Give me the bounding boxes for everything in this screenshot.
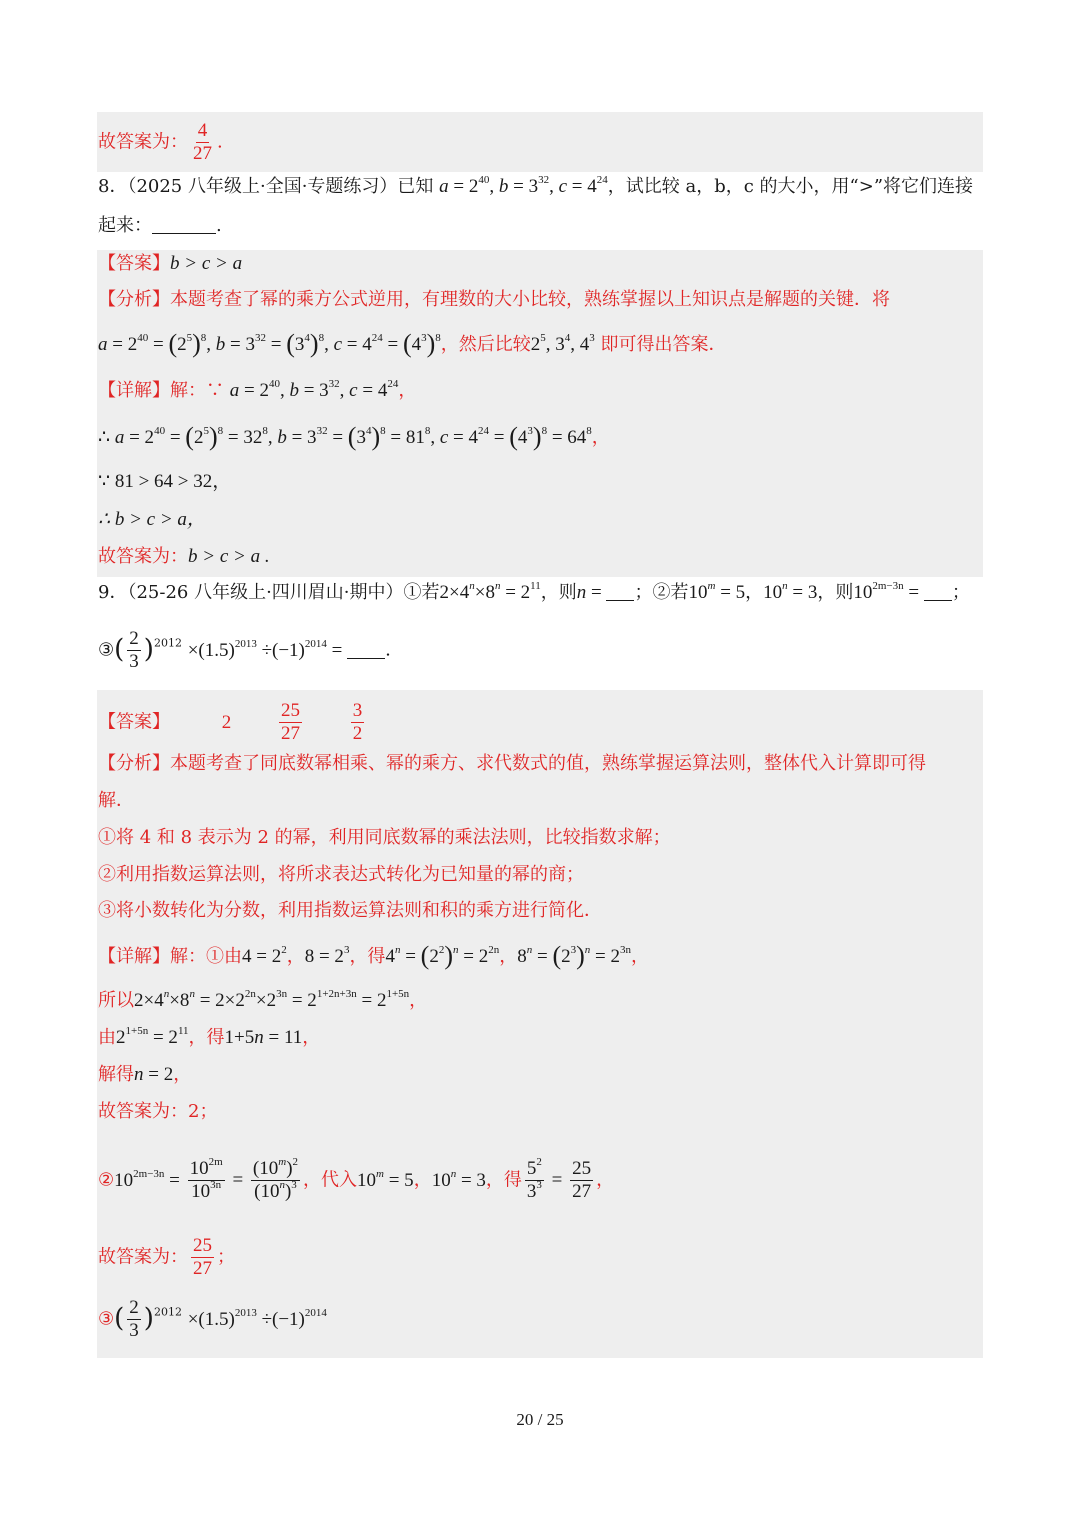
q8-question: 8．（2025 八年级上·全国·专题练习）已知 $a = 2^{40}$, $b = 3^{32}$, $c = 4^{24}$，试比较 a，b，c 的大小，用“>”将它们连接: [98, 174, 974, 197]
q8-question-line2: 起来： .: [98, 215, 222, 236]
q7-final-answer: 故答案为： $\frac{4}{27}$ .: [98, 120, 223, 164]
q9-analysis-step1: ①将 4 和 8 表示为 2 的幂，利用同底数幂的乘法法则，比较指数求解；: [98, 827, 671, 848]
q9-detail: 【详解】解：①由$4 = 2^2$，$8 = 2^3$，得$4^n = (2^2)^n = 2^{2n}$，$8^n = (2^3)^n = 2^{3n}$，: [98, 941, 649, 970]
q9-answer-2: 故答案为： $\frac{25}{27}$ ；: [98, 1235, 235, 1279]
page-number: 20 / 25: [516, 1410, 564, 1429]
q7-answer-block: [97, 112, 983, 172]
q9-detail-part2: $②10^{2m-3n}$ = $\frac{10^{2m}}{10^{3n}}$ = $\frac{(10^m)^2}{(10^n)^3}$ ，代入$10^m = 5$，$10^n = 3$，得 $\frac{5^2}{3^3}$ = $\frac{25}{27}$ ，: [98, 1156, 615, 1202]
q9-analysis-step2: ②利用指数运算法则，将所求表达式转化为已知量的幂的商；: [98, 864, 584, 885]
q8-answer: 【答案】b > c > a: [98, 253, 243, 274]
q8-final-answer: 故答案为：b > c > a .: [98, 546, 270, 567]
q9-answer-1: 故答案为：2；: [98, 1101, 218, 1122]
q9-answer: 【答案】 2 $\frac{25}{27}$ $\frac{3}{2}$: [98, 700, 363, 744]
q9-analysis-step3: ③将小数转化为分数，利用指数运算法则和积的乘方进行简化．: [98, 900, 602, 921]
q9-analysis-line2: 解．: [98, 790, 134, 811]
q8-analysis: 【分析】本题考查了幂的乘方公式逆用，有理数的大小比较，熟练掌握以上知识点是解题的关键．将: [98, 289, 890, 310]
q8-detail: 【详解】解：∵ $a = 2^{40}$, $b = 3^{32}$, $c = 4^{24}$，: [98, 378, 417, 401]
q8-detail-step4: ∴ b > c > a，: [98, 509, 206, 530]
q9-question: 9．（25-26 八年级上·四川眉山·期中）①若$2\times 4^n\times 8^n = 2^{11}$，则n = ；②若$10^m = 5$，$10^n = 3$，则$10^{2m-3n}$ = ；: [98, 580, 970, 603]
q8-detail-step3: ∵ 81 > 64 > 32，: [98, 471, 232, 492]
q8-analysis-line2: $a = 2^{40} = (2^5)^8$, $b = 3^{32} = (3^4)^8$, $c = 4^{24} = (4^3)^8$，然后比较$2^5$, $3^4$, $4^3$ 即可得出答案．: [98, 329, 727, 358]
q9-detail-step4: 解得n = 2，: [98, 1064, 192, 1085]
q9-question-part3: ③( $\frac{2}{3}$ )$^{2012} \times(1.5)^{2013} \div(-1)^{2014}$ = .: [98, 628, 391, 672]
q9-detail-part3: ③( $\frac{2}{3}$ )$^{2012} \times(1.5)^{2013} \div(-1)^{2014}$: [98, 1297, 327, 1341]
q8-detail-step2: ∴ $a = 2^{40} = (2^5)^8 = 32^8$, $b = 3^{32} = (3^4)^8 = 81^8$, $c = 4^{24} = (4^3)^8 = 64^8$，: [98, 422, 610, 451]
q9-analysis: 【分析】本题考查了同底数幂相乘、幂的乘方、求代数式的值，熟练掌握运算法则，整体代入计算即可得: [98, 753, 926, 774]
q9-detail-step3: 由$2^{1+5n} = 2^{11}$，得1+5n = 11，: [98, 1025, 321, 1048]
q9-detail-step2: 所以$2\times 4^n\times 8^n = 2\times 2^{2n}\times 2^{3n} = 2^{1+2n+3n} = 2^{1+5n}$，: [98, 988, 428, 1011]
